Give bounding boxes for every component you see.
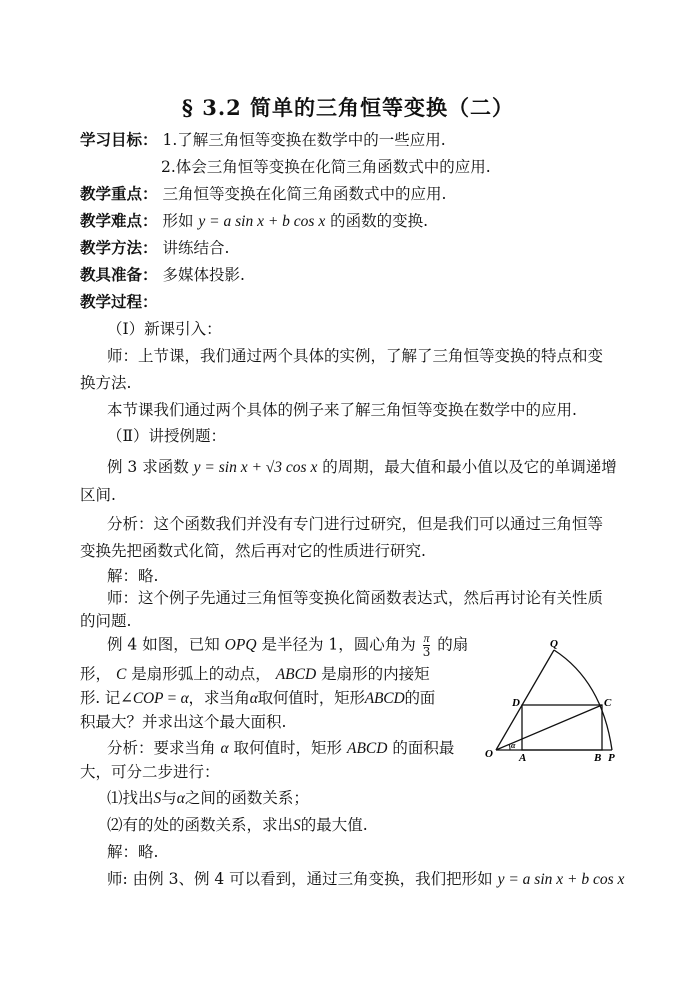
example-4-line-2-prefix: 形， xyxy=(80,665,112,683)
label-a: A xyxy=(519,752,527,764)
example-4-line-2-suffix: 是扇形的内接矩 xyxy=(321,665,430,683)
key-points-row xyxy=(80,184,446,204)
fraction-denominator: 3 xyxy=(422,645,431,659)
closing-formula: y = a sin x + b cos x xyxy=(497,871,625,888)
step-2 xyxy=(107,815,368,836)
fraction-numerator: π xyxy=(423,631,430,645)
teacher-2b: 的问题. xyxy=(80,612,132,630)
example-3-line-2: 区间. xyxy=(80,486,116,504)
analysis-2-mid: 取何值时，矩形 xyxy=(233,739,343,757)
example-4-line-3 xyxy=(80,688,435,709)
example-4-line-3-mid2: 取何值时，矩形 xyxy=(257,689,365,707)
example-4-suffix: 的扇 xyxy=(437,635,469,654)
closing-prefix: 师: 由例 3、例 4 可以看到，通过三角变换，我们把形如 xyxy=(107,870,493,888)
example-3-formula: y = sin x + √3 cos x xyxy=(193,459,318,476)
goal-2: 2.体会三角恒等变换在化简三角函数式中的应用. xyxy=(161,158,491,176)
sector-name: OPQ xyxy=(224,636,257,654)
difficulty-label: 教学难点： xyxy=(80,211,158,230)
example-4-mid: 是半径为 1，圆心角为 xyxy=(261,635,416,654)
analysis-1b: 变换先把函数式化简，然后再对它的性质进行研究. xyxy=(80,542,426,560)
section-2-heading: （Ⅱ）讲授例题： xyxy=(107,427,227,445)
rectangle-ref-2: ABCD xyxy=(364,690,405,707)
key-points-label: 教学重点： xyxy=(80,184,158,203)
example-3-line-1 xyxy=(107,457,617,478)
difficulty-prefix: 形如 xyxy=(162,212,194,230)
tools-text: 多媒体投影. xyxy=(162,266,245,284)
step-1-s: S xyxy=(153,790,162,807)
label-c: C xyxy=(604,697,612,709)
step-2-prefix: ⑵有的处的函数关系，求出 xyxy=(107,816,294,834)
difficulty-suffix: 的函数的变换. xyxy=(330,212,429,230)
goal-1: 1.了解三角恒等变换在数学中的一些应用. xyxy=(162,131,446,149)
tools-row xyxy=(80,265,245,285)
example-4-line-3-suffix: 的面 xyxy=(404,689,436,707)
analysis-1a: 分析：这个函数我们并没有专门进行过研究，但是我们可以通过三角恒等 xyxy=(107,515,604,533)
analysis-2-prefix: 分析：要求当角 xyxy=(107,739,216,757)
label-p: P xyxy=(608,752,615,764)
angle-fraction xyxy=(423,632,431,659)
step-2-suffix: 的最大值. xyxy=(300,816,368,834)
label-b: B xyxy=(594,752,602,764)
tools-label: 教具准备： xyxy=(80,265,158,284)
teacher-2a: 师：这个例子先通过三角恒等变换化简函数表达式，然后再讨论有关性质 xyxy=(107,589,604,607)
rectangle-ref: ABCD xyxy=(275,666,317,683)
method-row xyxy=(80,238,229,258)
analysis-2-rectangle: ABCD xyxy=(346,740,388,757)
example-4-line-2-mid: 是扇形弧上的动点， xyxy=(131,665,271,683)
solution-2: 解：略. xyxy=(107,843,159,861)
label-alpha: α xyxy=(511,741,516,750)
example-4-line-3-mid: ，求当角 xyxy=(188,689,250,707)
sector-diagram xyxy=(484,636,620,766)
paragraph-1b: 换方法. xyxy=(80,374,132,392)
difficulty-row xyxy=(80,211,428,232)
process-label: 教学过程： xyxy=(80,292,158,311)
example-4-line-2 xyxy=(80,664,430,685)
alpha-ref: α xyxy=(249,690,258,707)
step-1 xyxy=(107,788,309,809)
difficulty-formula: y = a sin x + b cos x xyxy=(198,213,326,230)
analysis-2-suffix: 的面积最 xyxy=(392,739,455,757)
step-1-alpha: α xyxy=(176,790,185,807)
example-4-prefix: 例 4 如图，已知 xyxy=(107,635,220,654)
paragraph-1a: 师：上节课，我们通过两个具体的实例，了解了三角恒等变换的特点和变 xyxy=(107,347,604,365)
method-label: 教学方法： xyxy=(80,238,158,257)
paragraph-2: 本节课我们通过两个具体的例子来了解三角恒等变换在数学中的应用. xyxy=(107,401,577,419)
step-1-mid: 与 xyxy=(161,789,177,807)
label-q: Q xyxy=(550,638,558,650)
angle-mark xyxy=(509,744,510,750)
step-1-prefix: ⑴找出 xyxy=(107,789,154,807)
page-title: § 3.2 简单的三角恒等变换（二） xyxy=(181,95,515,120)
angle-definition: ∠COP = α xyxy=(120,690,189,707)
closing-line xyxy=(107,869,624,890)
analysis-2-alpha: α xyxy=(220,740,229,757)
method-text: 讲练结合. xyxy=(162,239,230,257)
section-1-heading: （Ⅰ）新课引入： xyxy=(107,320,222,338)
analysis-2b: 大，可分二步进行： xyxy=(80,763,220,781)
example-4-line-4: 积最大？并求出这个最大面积. xyxy=(80,713,287,731)
learning-goals-row xyxy=(80,130,446,150)
label-d: D xyxy=(512,697,520,709)
example-4-line-1 xyxy=(107,632,468,659)
example-3-prefix: 例 3 求函数 xyxy=(107,458,189,476)
example-3-suffix: 的周期，最大值和最小值以及它的单调递增 xyxy=(322,458,617,476)
step-1-suffix: 之间的函数关系； xyxy=(184,789,309,807)
label-o: O xyxy=(485,748,493,760)
point-c-ref: C xyxy=(115,666,127,683)
sector-figure xyxy=(484,636,620,766)
key-points-text: 三角恒等变换在化简三角函数式中的应用. xyxy=(162,185,447,203)
example-4-line-3-prefix: 形. 记 xyxy=(80,689,121,707)
step-2-s: S xyxy=(293,817,301,834)
radius-oq xyxy=(496,650,554,750)
rectangle-abcd xyxy=(522,705,602,750)
solution-1: 解：略. xyxy=(107,567,159,585)
analysis-2a xyxy=(107,738,454,759)
learning-goals-label: 学习目标： xyxy=(80,130,158,149)
